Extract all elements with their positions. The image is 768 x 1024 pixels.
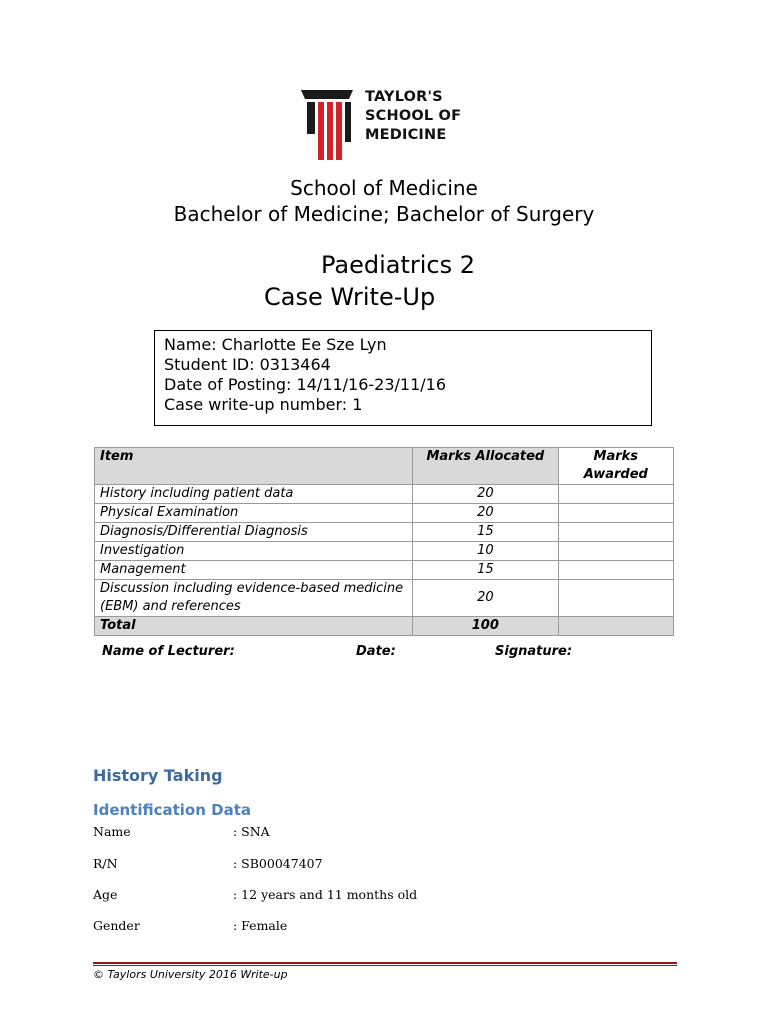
date-label: Date: bbox=[356, 644, 396, 659]
identification-heading: Identification Data bbox=[93, 801, 251, 819]
id-field-value: : Female bbox=[233, 918, 288, 933]
taylors-logo bbox=[299, 88, 479, 160]
posting-date: Date of Posting: 14/11/16-23/11/16 bbox=[164, 375, 447, 394]
row-allocated: 20 bbox=[413, 485, 559, 504]
total-allocated: 100 bbox=[413, 617, 559, 636]
id-field-row bbox=[93, 856, 323, 871]
footer-copyright: © Taylors University 2016 Write-up bbox=[93, 968, 288, 981]
id-field-label: Age bbox=[93, 887, 118, 902]
logo-wordmark bbox=[365, 88, 461, 145]
logo-line: MEDICINE bbox=[365, 127, 447, 143]
id-field-label: R/N bbox=[93, 856, 118, 871]
id-field-row bbox=[93, 824, 270, 839]
document-title: Case Write-Up bbox=[264, 283, 436, 311]
degree-heading: Bachelor of Medicine; Bachelor of Surgery bbox=[173, 202, 595, 226]
id-field-row bbox=[93, 887, 418, 902]
table-row bbox=[95, 580, 674, 617]
row-awarded bbox=[558, 504, 673, 523]
id-field-row bbox=[93, 918, 288, 933]
subject-heading: Paediatrics 2 bbox=[320, 251, 476, 279]
row-awarded bbox=[558, 561, 673, 580]
writeup-number: Case write-up number: 1 bbox=[164, 395, 363, 414]
total-label: Total bbox=[95, 617, 413, 636]
row-allocated: 10 bbox=[413, 542, 559, 561]
header-awarded: Marks Awarded bbox=[558, 448, 673, 485]
id-field-label: Gender bbox=[93, 918, 140, 933]
footer-divider bbox=[93, 965, 677, 966]
table-row bbox=[95, 485, 674, 504]
id-field-value: : SB00047407 bbox=[233, 856, 323, 871]
marks-table bbox=[94, 447, 674, 636]
signature-label: Signature: bbox=[495, 644, 573, 659]
table-total-row bbox=[95, 617, 674, 636]
header-item: Item bbox=[95, 448, 413, 485]
header-allocated: Marks Allocated bbox=[413, 448, 559, 485]
lecturer-name-label: Name of Lecturer: bbox=[102, 644, 235, 659]
table-row bbox=[95, 542, 674, 561]
table-row bbox=[95, 561, 674, 580]
row-awarded bbox=[558, 485, 673, 504]
logo-line: SCHOOL OF bbox=[365, 108, 462, 124]
row-allocated: 20 bbox=[413, 580, 559, 617]
id-field-label: Name bbox=[93, 824, 131, 839]
row-item: Investigation bbox=[95, 542, 413, 561]
student-name: Name: Charlotte Ee Sze Lyn bbox=[164, 335, 387, 354]
school-heading: School of Medicine bbox=[290, 176, 478, 200]
row-item: Discussion including evidence-based medicine (EBM) and references bbox=[95, 580, 413, 617]
footer-divider bbox=[93, 962, 677, 964]
row-awarded bbox=[558, 580, 673, 617]
row-allocated: 15 bbox=[413, 561, 559, 580]
row-item: Management bbox=[95, 561, 413, 580]
row-awarded bbox=[558, 523, 673, 542]
row-item: History including patient data bbox=[95, 485, 413, 504]
row-item: Diagnosis/Differential Diagnosis bbox=[95, 523, 413, 542]
id-field-value: : 12 years and 11 months old bbox=[233, 887, 418, 902]
logo-emblem-icon bbox=[299, 88, 359, 160]
table-row bbox=[95, 523, 674, 542]
table-row bbox=[95, 504, 674, 523]
table-header-row bbox=[95, 448, 674, 485]
logo-line: TAYLOR'S bbox=[365, 89, 443, 105]
student-info-box bbox=[154, 330, 652, 426]
row-allocated: 20 bbox=[413, 504, 559, 523]
student-id: Student ID: 0313464 bbox=[164, 355, 331, 374]
row-allocated: 15 bbox=[413, 523, 559, 542]
row-awarded bbox=[558, 542, 673, 561]
history-heading: History Taking bbox=[93, 766, 223, 785]
row-item: Physical Examination bbox=[95, 504, 413, 523]
total-awarded bbox=[558, 617, 673, 636]
id-field-value: : SNA bbox=[233, 824, 270, 839]
